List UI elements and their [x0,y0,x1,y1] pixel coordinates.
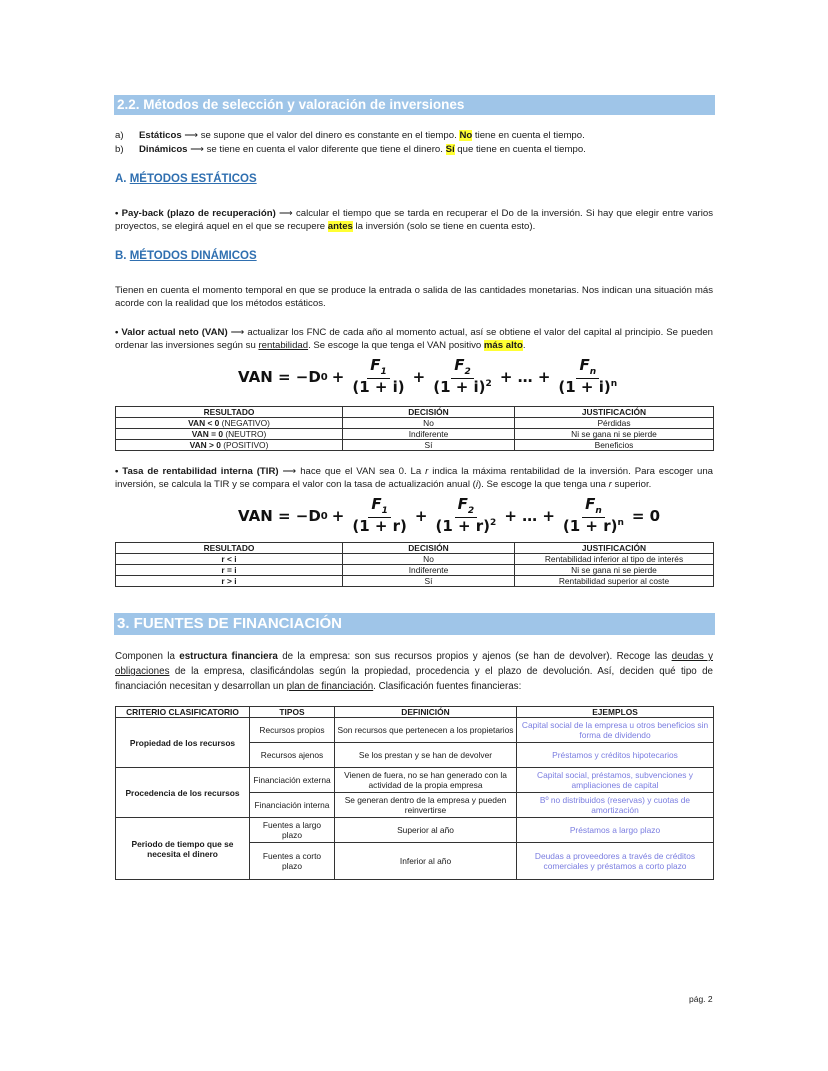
result-label: VAN < 0 [188,418,220,428]
formula-lhs: VAN = −D [238,507,321,525]
formula-ellipsis: + … + [499,368,551,386]
fraction-numerator: F [579,355,590,374]
formula-operator: + [412,368,426,386]
table-cell: No [343,554,515,565]
fraction-exponent: 2 [490,518,497,529]
formula-equals-zero: = 0 [631,507,661,525]
table-row [116,429,714,440]
paragraph-text: ⟶ calcular el tiempo que se tarda en recuperar el Do de la inversión. Si hay que elegir entre varios proyectos, se elegirá aquel en el que se recupere [115,208,713,232]
table-cell: Indiferente [343,565,515,576]
formula-operator: + [331,368,345,386]
table-cell [116,418,343,429]
table-row [116,768,714,793]
table-row [116,818,714,843]
table-header-row [116,407,714,418]
ejemplo-cell: Deudas a proveedores a través de créditos comerciales y préstamos a corto plazo [517,843,714,880]
table-header-row [116,543,714,554]
table-header: RESULTADO [116,543,343,554]
term-estructura-financiera: estructura financiera [179,651,278,662]
formula-fraction-n [562,494,624,536]
tipo-cell: Financiación interna [250,793,335,818]
table-header: CRITERIO CLASIFICATORIO [116,707,250,718]
fraction-subscript: 2 [464,366,471,377]
subheading-title: MÉTODOS DINÁMICOS [129,250,257,262]
definicion-cell: Se los prestan y se han de devolver [335,743,517,768]
paragraph-text: de la empresa: son sus recursos propios y ajenos (se han de devolver). Recoge las [277,651,672,662]
fraction-subscript: n [595,505,602,516]
highlight-antes: antes [327,221,353,232]
tipo-cell: Fuentes a largo plazo [250,818,335,843]
paragraph-text: . Se escoge la que tenga el VAN positivo [308,340,484,351]
definicion-cell: Son recursos que pertenecen a los propietarios [335,718,517,743]
table-cell: Beneficios [515,440,714,451]
paragraph-text: superior. [611,479,652,490]
list-text: ⟶ se tiene en cuenta el valor diferente que tiene el dinero. [187,144,446,155]
list-marker: b) [115,144,124,155]
fraction-subscript: 2 [467,505,475,516]
ejemplo-cell: Préstamos y créditos hipotecarios [517,743,714,768]
underlined-rentabilidad: rentabilidad [258,340,309,351]
table-cell: Sí [343,576,515,587]
result-note: (NEUTRO) [223,429,267,439]
fraction-subscript: 1 [381,505,388,516]
table-cell: Rentabilidad superior al coste [515,576,714,587]
table-cell [116,429,343,440]
paragraph-payback [115,207,713,233]
formula-operator: + [331,507,345,525]
variable-i: i [475,479,478,490]
paragraph-text: Componen la [115,651,180,662]
table-cell: r = i [116,565,343,576]
subheading-letter: B. [115,250,130,262]
term-tir: • Tasa de rentabilidad interna (TIR) [115,466,279,477]
criterio-cell: Periodo de tiempo que se necesita el dinero [116,818,250,880]
subheading-metodos-dinamicos [115,250,257,262]
table-cell: Ni se gana ni se pierde [515,429,714,440]
paragraph-tir [115,465,713,491]
paragraph-text: de la empresa, clasificándolas según la propiedad, procedencia y el plazo de devolución. Así, deciden qué tipo de financiación necesitan y desarrollan un [115,666,713,692]
tir-decision-table [115,542,714,587]
paragraph-text: ⟶ hace que el VAN sea 0. La [278,466,426,477]
paragraph-text: . [522,340,526,351]
table-header: JUSTIFICACIÓN [515,407,714,418]
fraction-denominator: (1 + i) [352,378,405,397]
ejemplo-cell: Capital social de la empresa u otros beneficios sin forma de dividendo [517,718,714,743]
definicion-cell: Superior al año [335,818,517,843]
formula-fraction-1 [352,494,407,536]
list-item-estaticos [115,129,585,142]
table-cell [116,440,343,451]
formula-van [238,355,621,397]
fraction-exponent: n [610,379,618,390]
fraction-subscript: n [589,366,597,377]
definicion-cell: Vienen de fuera, no se han generado con la actividad de la propia empresa [335,768,517,793]
fraction-denominator: (1 + i) [558,378,611,397]
result-label: VAN = 0 [191,429,223,439]
table-header: EJEMPLOS [517,707,714,718]
van-decision-table [115,406,714,451]
fraction-denominator: (1 + i) [433,378,486,397]
section-title-3: 3. FUENTES DE FINANCIACIÓN [114,613,715,635]
table-row [116,440,714,451]
fraction-numerator: F [371,494,382,513]
subheading-metodos-estaticos [115,173,257,185]
subheading-title: MÉTODOS ESTÁTICOS [129,173,257,185]
formula-ellipsis: + … + [504,507,555,525]
fraction-subscript: 1 [380,366,387,377]
table-cell: Rentabilidad inferior al tipo de interés [515,554,714,565]
formula-fraction-2 [433,355,492,397]
variable-r: r [608,479,612,490]
ejemplo-cell: Capital social, préstamos, subvenciones y ampliaciones de capital [517,768,714,793]
list-item-dinamicos [115,143,586,156]
term-estaticos: Estáticos [139,130,182,141]
formula-lhs: VAN = −D [238,368,321,386]
highlight-mas-alto: más alto [483,340,523,351]
table-cell: Indiferente [343,429,515,440]
table-cell: Ni se gana ni se pierde [515,565,714,576]
table-cell: r < i [116,554,343,565]
table-row [116,576,714,587]
table-cell: r > i [116,576,343,587]
table-cell: Pérdidas [515,418,714,429]
list-text: tiene en cuenta el tiempo. [472,130,585,141]
underlined-deudas: deudas y obligaciones [115,651,714,677]
ejemplo-cell: Bº no distribuidos (reservas) y cuotas de amortización [517,793,714,818]
page-number: pág. 2 [689,994,713,1004]
paragraph-text: ⟶ actualizar los FNC de cada año al momento actual, así se obtiene el valor del capital al principio. Se pueden ordenar las inversiones según su [115,327,713,351]
fraction-numerator: F [454,355,465,374]
fraction-exponent: n [617,518,624,529]
ejemplo-cell: Préstamos a largo plazo [517,818,714,843]
table-row [116,554,714,565]
paragraph-van [115,326,713,352]
result-note: (NEGATIVO) [219,418,270,428]
table-row [116,718,714,743]
table-cell: No [343,418,515,429]
table-header: JUSTIFICACIÓN [515,543,714,554]
formula-fraction-2 [435,494,497,536]
variable-r: r [425,466,429,477]
term-van: • Valor actual neto (VAN) [115,327,228,338]
paragraph-fuentes [115,649,713,694]
fraction-denominator: (1 + r) [352,517,407,536]
table-header-row [116,707,714,718]
tipo-cell: Recursos ajenos [250,743,335,768]
table-row [116,418,714,429]
table-row [116,565,714,576]
table-cell: Sí [343,440,515,451]
formula-subscript: 0 [320,371,328,383]
paragraph-text: . Clasificación fuentes financieras: [373,681,522,692]
list-marker: a) [115,130,124,141]
fraction-numerator: F [457,494,468,513]
definicion-cell: Inferior al año [335,843,517,880]
result-note: (POSITIVO) [220,440,269,450]
underlined-plan: plan de financiación [286,681,374,692]
subheading-letter: A. [115,173,130,185]
financing-sources-table [115,706,714,880]
term-payback: • Pay-back (plazo de recuperación) [115,208,276,219]
paragraph-text: la inversión (solo se tiene en cuenta esto). [352,221,536,232]
criterio-cell: Procedencia de los recursos [116,768,250,818]
table-header: DECISIÓN [343,407,515,418]
list-text: que tiene en cuenta el tiempo. [454,144,586,155]
result-label: VAN > 0 [189,440,221,450]
table-header: RESULTADO [116,407,343,418]
formula-fraction-n [558,355,618,397]
list-text: ⟶ se supone que el valor del dinero es constante en el tiempo. [181,130,460,141]
fraction-denominator: (1 + r) [435,517,491,536]
definicion-cell: Se generan dentro de la empresa y pueden reinvertirse [335,793,517,818]
fraction-numerator: F [370,355,381,374]
term-dinamicos: Dinámicos [139,144,188,155]
fraction-denominator: (1 + r) [562,517,618,536]
formula-subscript: 0 [320,510,328,522]
formula-fraction-1 [352,355,405,397]
fraction-exponent: 2 [485,379,492,390]
paragraph-text: ). Se escoge la que tenga una [477,479,609,490]
table-header: DEFINICIÓN [335,707,517,718]
fraction-numerator: F [585,494,596,513]
paragraph-dinamicos-intro: Tienen en cuenta el momento temporal en que se produce la entrada o salida de las cantidades monetarias. Nos indican una situación más acorde con la realidad que los métodos estáticos. [115,285,713,309]
tipo-cell: Fuentes a corto plazo [250,843,335,880]
tipo-cell: Recursos propios [250,718,335,743]
highlight-no: No [459,130,473,141]
criterio-cell: Propiedad de los recursos [116,718,250,768]
section-title-2-2: 2.2. Métodos de selección y valoración de inversiones [114,95,715,115]
table-header: TIPOS [250,707,335,718]
highlight-si: Sí [445,144,455,155]
tipo-cell: Financiación externa [250,768,335,793]
formula-operator: + [414,507,428,525]
formula-tir [238,494,664,536]
paragraph-text: indica la máxima rentabilidad de la inversión. Para escoger una inversión, se calcula la TIR y se compara el valor con la tasa de actualización anual ( [115,466,713,490]
table-header: DECISIÓN [343,543,515,554]
